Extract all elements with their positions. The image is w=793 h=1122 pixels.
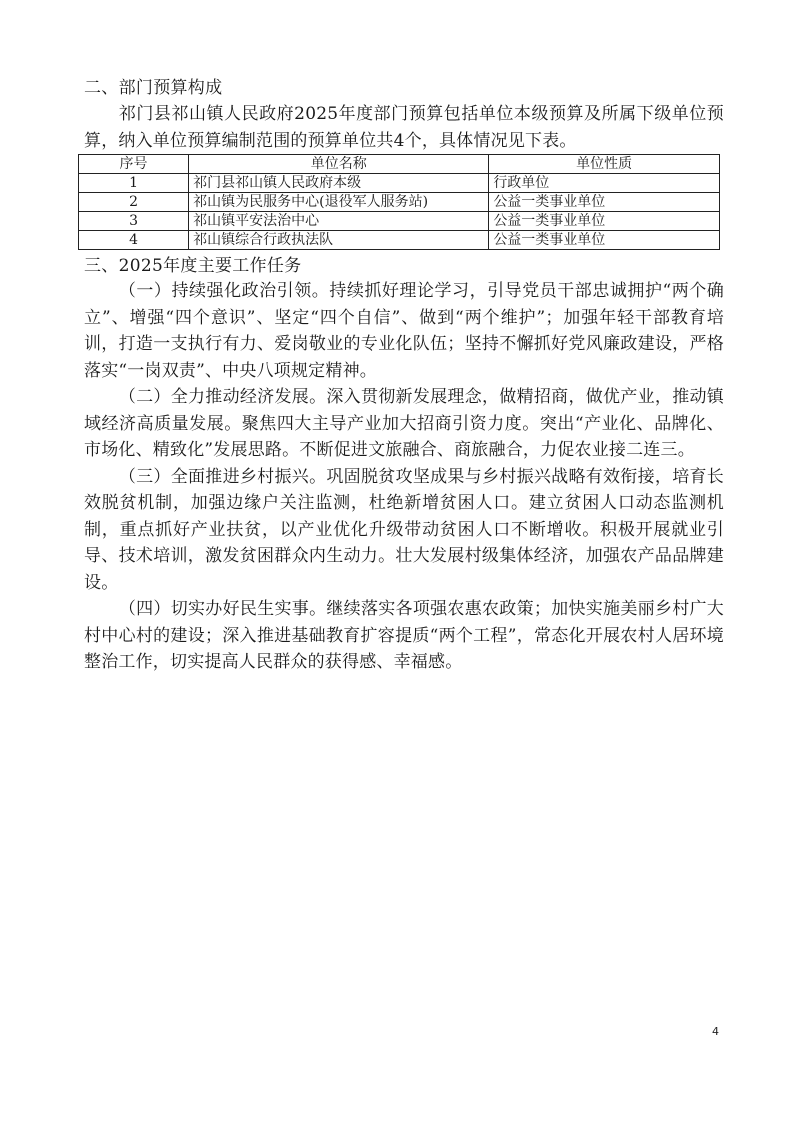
row-unit-name: 祁山镇为民服务中心(退役军人服务站) xyxy=(189,193,489,212)
task-paragraph-3: （三）全面推进乡村振兴。巩固脱贫攻坚成果与乡村振兴战略有效衔接，培育长效脱贫机制，加强边缘户关注监测，杜绝新增贫困人口。建立贫困人口动态监测机制，重点抓好产业扶贫，以产业优化升级带动贫困人口不断增收。积极开展就业引导、技术培训，激发贫困群众内生动力。壮大发展村级集体经济，加强农产品品牌建设。 xyxy=(84,466,724,593)
table-header-row xyxy=(79,155,720,174)
row-unit-type: 公益一类事业单位 xyxy=(489,212,720,231)
task-paragraph-2: （二）全力推动经济发展。深入贯彻新发展理念，做精招商，做优产业，推动镇域经济高质量发展。聚焦四大主导产业加大招商引资力度。突出“产业化、品牌化、市场化、精致化”发展思路。不断促进文旅融合、商旅融合，力促农业接二连三。 xyxy=(84,387,724,460)
row-index: 2 xyxy=(79,193,189,212)
column-header-index: 序号 xyxy=(79,155,189,174)
column-header-unit-type: 单位性质 xyxy=(489,155,720,174)
section-3-heading: 三、2025年度主要工作任务 xyxy=(84,256,302,276)
budget-units-table xyxy=(78,154,720,250)
row-index: 3 xyxy=(79,212,189,231)
page-content xyxy=(84,76,724,676)
row-unit-name: 祁门县祁山镇人民政府本级 xyxy=(189,174,489,193)
task-paragraph-4: （四）切实办好民生实事。继续落实各项强农惠农政策；加快实施美丽乡村广大村中心村的建设；深入推进基础教育扩容提质“两个工程”，常态化开展农村人居环境整治工作，切实提高人民群众的获得感、幸福感。 xyxy=(84,599,724,672)
page-number: 4 xyxy=(712,1025,719,1038)
section-2-heading: 二、部门预算构成 xyxy=(84,78,223,98)
row-unit-name: 祁山镇综合行政执法队 xyxy=(189,231,489,250)
task-paragraph-1: （一）持续强化政治引领。持续抓好理论学习，引导党员干部忠诚拥护“两个确立”、增强“四个意识”、坚定“四个自信”、做到“两个维护”；加强年轻干部教育培训，打造一支执行有力、爱岗敬业的专业化队伍；坚持不懈抓好党风廉政建设，严格落实“一岗双责”、中央八项规定精神。 xyxy=(84,281,724,381)
column-header-unit-name: 单位名称 xyxy=(189,155,489,174)
row-unit-type: 行政单位 xyxy=(489,174,720,193)
section-2-intro: 祁门县祁山镇人民政府2025年度部门预算包括单位本级预算及所属下级单位预算，纳入单位预算编制范围的预算单位共4个，具体情况见下表。 xyxy=(84,104,724,151)
row-unit-type: 公益一类事业单位 xyxy=(489,231,720,250)
table-row xyxy=(79,231,720,250)
table-row xyxy=(79,174,720,193)
row-index: 1 xyxy=(79,174,189,193)
row-unit-name: 祁山镇平安法治中心 xyxy=(189,212,489,231)
row-index: 4 xyxy=(79,231,189,250)
table-row xyxy=(79,193,720,212)
row-unit-type: 公益一类事业单位 xyxy=(489,193,720,212)
table-row xyxy=(79,212,720,231)
